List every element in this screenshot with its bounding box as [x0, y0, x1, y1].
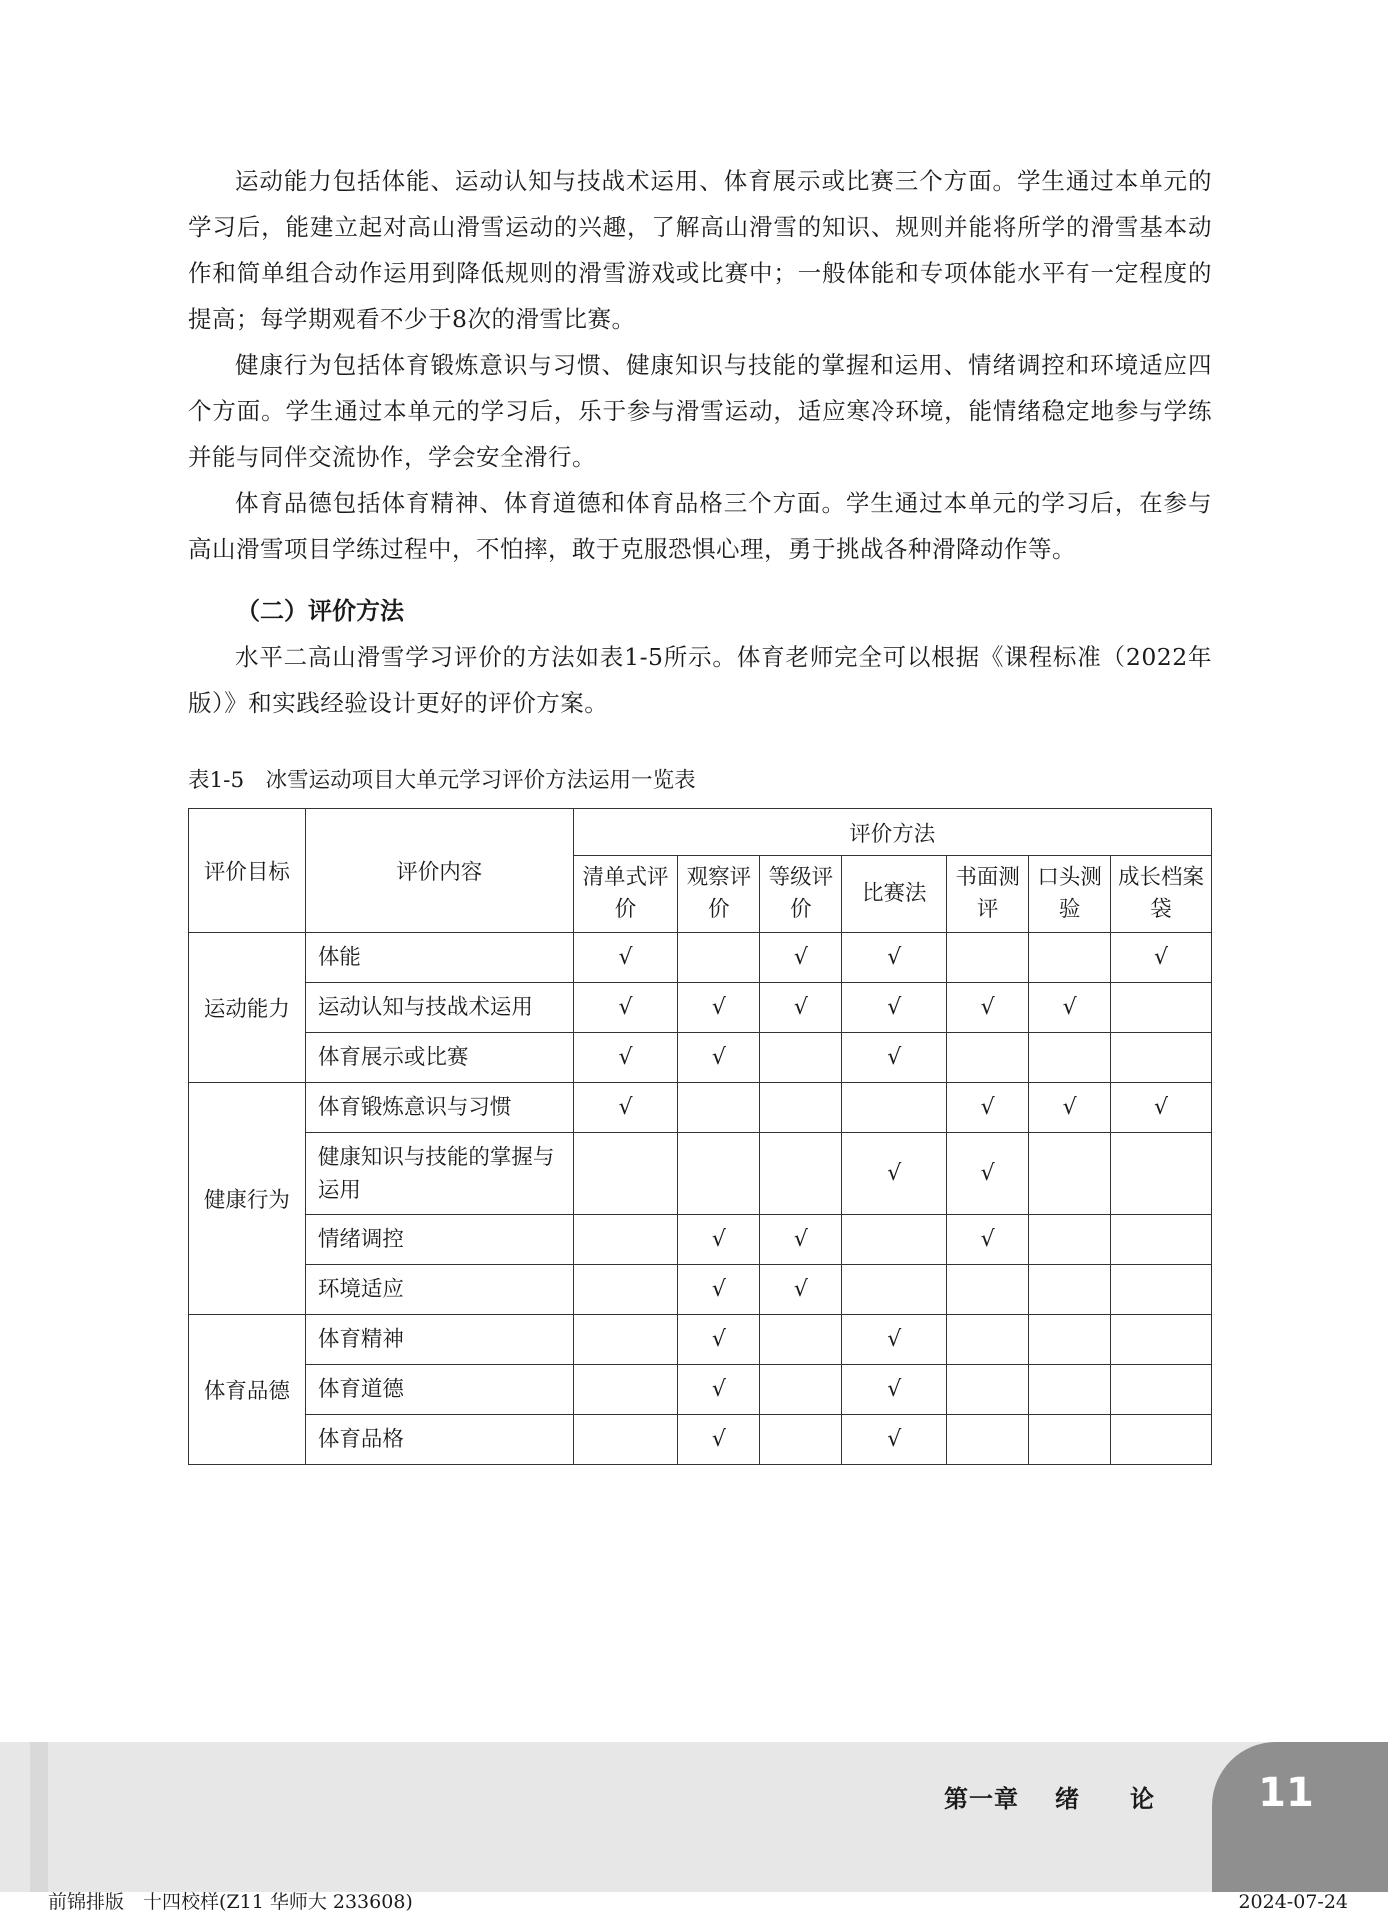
- paragraph-health-behavior: 健康行为包括体育锻炼意识与习惯、健康知识与技能的掌握和运用、情绪调控和环境适应四个方面。学生通过本单元的学习后，乐于参与滑雪运动，适应寒冷环境，能情绪稳定地参与学练并能与同伴交流协作，学会安全滑行。: [188, 351, 1212, 471]
- method-cell: [842, 983, 947, 1033]
- check-mark: √: [887, 945, 902, 970]
- method-cell: [760, 1265, 842, 1315]
- method-cell: [678, 1265, 760, 1315]
- header-method: 清单式评价: [573, 856, 678, 933]
- check-mark: √: [1154, 945, 1169, 970]
- imprint-left: 前锦排版 十四校样(Z11 华师大 233608): [48, 1891, 413, 1913]
- method-cell: [947, 1083, 1029, 1133]
- method-cell: [1111, 1033, 1212, 1083]
- check-mark: √: [793, 1277, 808, 1302]
- method-cell: [842, 1415, 947, 1465]
- method-cell: [678, 1365, 760, 1415]
- method-cell: [760, 1215, 842, 1265]
- header-goal: 评价目标: [189, 809, 306, 933]
- table-row: [189, 1215, 1212, 1265]
- paragraph-motor-ability: 运动能力包括体能、运动认知与技战术运用、体育展示或比赛三个方面。学生通过本单元的学习后，能建立起对高山滑雪运动的兴趣，了解高山滑雪的知识、规则并能将所学的滑雪基本动作和简单组合动作运用到降低规则的滑雪游戏或比赛中；一般体能和专项体能水平有一定程度的提高；每学期观看不少于8次的滑雪比赛。: [188, 167, 1212, 333]
- method-cell: [760, 1415, 842, 1465]
- check-mark: √: [887, 1377, 902, 1402]
- method-cell: [573, 983, 678, 1033]
- method-cell: [1029, 1033, 1111, 1083]
- method-cell: [842, 1215, 947, 1265]
- method-cell: [573, 1365, 678, 1415]
- method-cell: [842, 1265, 947, 1315]
- method-cell: [842, 1083, 947, 1133]
- method-cell: [842, 1133, 947, 1215]
- method-cell: [760, 1365, 842, 1415]
- check-mark: √: [887, 995, 902, 1020]
- check-mark: √: [887, 1327, 902, 1352]
- method-cell: [947, 1365, 1029, 1415]
- goal-cell: 运动能力: [189, 933, 306, 1083]
- content-cell: 环境适应: [305, 1265, 573, 1315]
- page-number: 11: [1258, 1770, 1314, 1816]
- check-mark: √: [711, 1427, 726, 1452]
- method-cell: [1111, 1083, 1212, 1133]
- table-row: [189, 933, 1212, 983]
- method-cell: [1029, 1265, 1111, 1315]
- method-cell: [1111, 1415, 1212, 1465]
- method-cell: [678, 983, 760, 1033]
- method-cell: [842, 1033, 947, 1083]
- content-cell: 体育锻炼意识与习惯: [305, 1083, 573, 1133]
- chapter-title: [944, 1779, 1155, 1814]
- check-mark: √: [887, 1161, 902, 1186]
- method-cell: [760, 933, 842, 983]
- method-cell: [1029, 1415, 1111, 1465]
- header-method: 观察评价: [678, 856, 760, 933]
- method-cell: [1111, 983, 1212, 1033]
- goal-cell: 健康行为: [189, 1083, 306, 1315]
- table-row: [189, 983, 1212, 1033]
- method-cell: [947, 1265, 1029, 1315]
- method-cell: [947, 983, 1029, 1033]
- header-method: 成长档案袋: [1111, 856, 1212, 933]
- check-mark: √: [980, 1095, 995, 1120]
- method-cell: [678, 1083, 760, 1133]
- method-cell: [573, 1133, 678, 1215]
- method-cell: [1029, 933, 1111, 983]
- method-cell: [573, 933, 678, 983]
- check-mark: √: [1154, 1095, 1169, 1120]
- header-method: 等级评价: [760, 856, 842, 933]
- method-cell: [1111, 1133, 1212, 1215]
- method-cell: [760, 1033, 842, 1083]
- paragraph-intro: 水平二高山滑雪学习评价的方法如表1-5所示。体育老师完全可以根据《课程标准（2022年版）》和实践经验设计更好的评价方案。: [188, 643, 1212, 717]
- header-method: 比赛法: [842, 856, 947, 933]
- method-cell: [1111, 933, 1212, 983]
- check-mark: √: [887, 1045, 902, 1070]
- method-cell: [573, 1083, 678, 1133]
- table-row: [189, 1315, 1212, 1365]
- method-cell: [760, 1083, 842, 1133]
- method-cell: [1111, 1315, 1212, 1365]
- method-cell: [678, 1133, 760, 1215]
- method-cell: [1029, 1215, 1111, 1265]
- method-cell: [842, 1315, 947, 1365]
- check-mark: √: [711, 995, 726, 1020]
- method-cell: [1029, 1133, 1111, 1215]
- check-mark: √: [980, 1227, 995, 1252]
- method-cell: [678, 1033, 760, 1083]
- table-row: [189, 1133, 1212, 1215]
- check-mark: √: [711, 1227, 726, 1252]
- section-subheading: （二）评价方法: [236, 597, 404, 625]
- method-cell: [1029, 1365, 1111, 1415]
- table-caption: 表1-5 冰雪运动项目大单元学习评价方法运用一览表: [188, 768, 696, 793]
- check-mark: √: [1062, 1095, 1077, 1120]
- check-mark: √: [887, 1427, 902, 1452]
- method-cell: [842, 933, 947, 983]
- method-cell: [573, 1265, 678, 1315]
- method-cell: [573, 1415, 678, 1465]
- method-cell: [947, 1133, 1029, 1215]
- chapter-label: 第一章: [944, 1785, 1019, 1813]
- content-cell: 健康知识与技能的掌握与运用: [305, 1133, 573, 1215]
- imprint-date: 2024-07-24: [1238, 1891, 1348, 1913]
- header-method: 口头测验: [1029, 856, 1111, 933]
- check-mark: √: [980, 1161, 995, 1186]
- chapter-title-a: 绪: [1055, 1785, 1080, 1813]
- paragraph-sports-ethics: 体育品德包括体育精神、体育道德和体育品格三个方面。学生通过本单元的学习后，在参与高山滑雪项目学练过程中，不怕摔，敢于克服恐惧心理，勇于挑战各种滑降动作等。: [188, 489, 1212, 563]
- method-cell: [1029, 1083, 1111, 1133]
- method-cell: [947, 1315, 1029, 1365]
- method-cell: [1111, 1215, 1212, 1265]
- table-row: [189, 1083, 1212, 1133]
- method-cell: [573, 1215, 678, 1265]
- check-mark: √: [793, 995, 808, 1020]
- method-cell: [678, 933, 760, 983]
- method-cell: [947, 1033, 1029, 1083]
- table-row: [189, 1365, 1212, 1415]
- check-mark: √: [793, 1227, 808, 1252]
- table-row: [189, 1033, 1212, 1083]
- check-mark: √: [618, 945, 633, 970]
- check-mark: √: [711, 1277, 726, 1302]
- content-cell: 运动认知与技战术运用: [305, 983, 573, 1033]
- check-mark: √: [618, 995, 633, 1020]
- footer-side-strip: [30, 1742, 48, 1892]
- content-cell: 体育展示或比赛: [305, 1033, 573, 1083]
- check-mark: √: [793, 945, 808, 970]
- chapter-title-b: 论: [1130, 1785, 1155, 1813]
- check-mark: √: [711, 1377, 726, 1402]
- footer-band: [0, 1742, 1388, 1892]
- method-cell: [573, 1033, 678, 1083]
- check-mark: √: [1062, 995, 1077, 1020]
- check-mark: √: [980, 995, 995, 1020]
- method-cell: [760, 983, 842, 1033]
- header-method: 书面测评: [947, 856, 1029, 933]
- table-row: [189, 1265, 1212, 1315]
- check-mark: √: [618, 1045, 633, 1070]
- check-mark: √: [711, 1045, 726, 1070]
- content-cell: 体育品格: [305, 1415, 573, 1465]
- method-cell: [760, 1133, 842, 1215]
- check-mark: √: [711, 1327, 726, 1352]
- method-cell: [947, 1215, 1029, 1265]
- method-cell: [947, 1415, 1029, 1465]
- goal-cell: 体育品德: [189, 1315, 306, 1465]
- method-cell: [760, 1315, 842, 1365]
- method-cell: [1111, 1365, 1212, 1415]
- method-cell: [842, 1365, 947, 1415]
- header-methods: 评价方法: [573, 809, 1211, 856]
- check-mark: √: [618, 1095, 633, 1120]
- header-content: 评价内容: [305, 809, 573, 933]
- content-cell: 情绪调控: [305, 1215, 573, 1265]
- method-cell: [1111, 1265, 1212, 1315]
- method-cell: [1029, 1315, 1111, 1365]
- table-row: [189, 1415, 1212, 1465]
- content-cell: 体育道德: [305, 1365, 573, 1415]
- method-cell: [1029, 983, 1111, 1033]
- method-cell: [678, 1315, 760, 1365]
- method-cell: [678, 1415, 760, 1465]
- evaluation-table: [188, 808, 1212, 1465]
- method-cell: [947, 933, 1029, 983]
- content-cell: 体育精神: [305, 1315, 573, 1365]
- method-cell: [573, 1315, 678, 1365]
- content-cell: 体能: [305, 933, 573, 983]
- method-cell: [678, 1215, 760, 1265]
